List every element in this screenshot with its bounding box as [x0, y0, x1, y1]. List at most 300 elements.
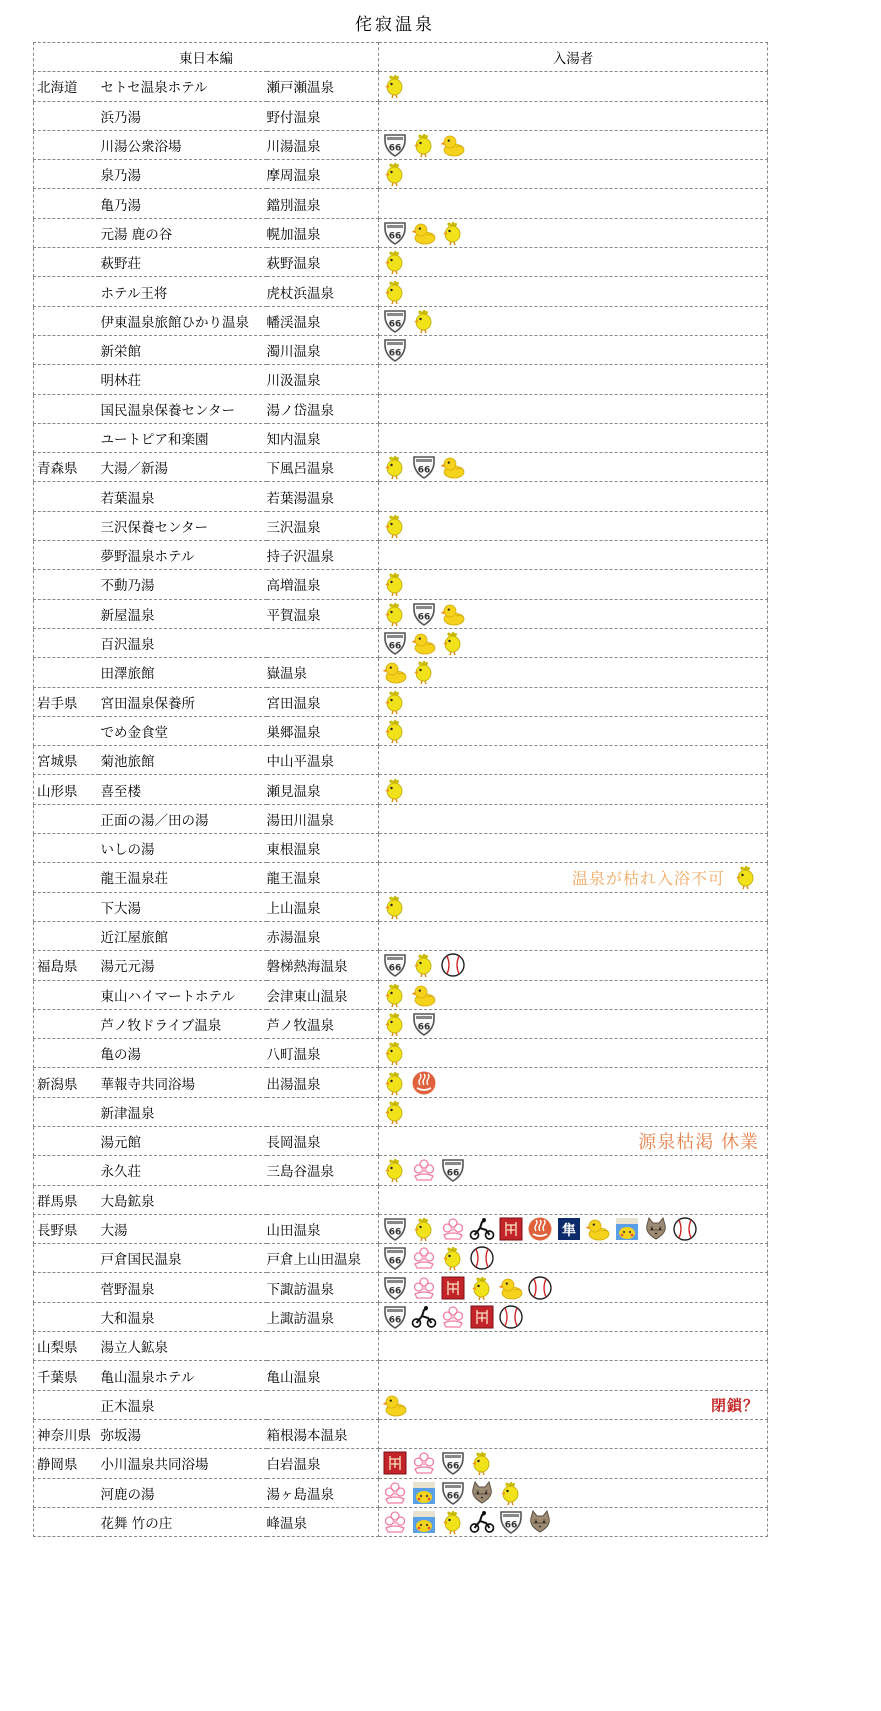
red-stamp-icon	[382, 1450, 408, 1476]
facility-name-cell: 華報寺共同浴場	[99, 1068, 267, 1097]
table-row	[34, 951, 768, 980]
table-row	[34, 335, 768, 364]
facility-name-cell: セトセ温泉ホテル	[99, 72, 267, 101]
prefecture-cell	[34, 1244, 99, 1273]
route-66-shield-icon	[382, 1216, 408, 1242]
prefecture-cell	[34, 863, 99, 892]
onsen-place-cell: 若葉湯温泉	[267, 482, 379, 511]
yellow-bird-icon	[382, 982, 408, 1008]
visitors-cell	[379, 1302, 768, 1331]
prefecture-cell	[34, 248, 99, 277]
rubber-duck-icon	[382, 1392, 408, 1418]
yellow-bird-icon	[498, 1480, 524, 1506]
pikachu-card-icon	[614, 1216, 640, 1242]
prefecture-cell	[34, 980, 99, 1009]
prefecture-cell	[34, 394, 99, 423]
yellow-bird-icon	[382, 454, 408, 480]
prefecture-cell	[34, 423, 99, 452]
svg-text:66: 66	[388, 143, 402, 154]
facility-name-cell: ホテル王将	[99, 277, 267, 306]
yellow-bird-icon	[411, 308, 437, 334]
visitors-cell	[379, 951, 768, 980]
visitors-cell	[379, 72, 768, 101]
onsen-place-cell: 幡渓温泉	[267, 306, 379, 335]
table-row	[34, 1273, 768, 1302]
table-row	[34, 1039, 768, 1068]
route-66-shield-icon	[382, 1245, 408, 1271]
svg-text:66: 66	[388, 348, 402, 359]
svg-text:66: 66	[388, 641, 402, 652]
route-66-shield-icon	[382, 132, 408, 158]
visitors-cell	[379, 335, 768, 364]
prefecture-cell	[34, 101, 99, 130]
table-row	[34, 1390, 768, 1419]
rubber-duck-icon	[585, 1216, 611, 1242]
table-row	[34, 365, 768, 394]
yellow-bird-icon	[382, 601, 408, 627]
prefecture-cell	[34, 130, 99, 159]
visitors-cell	[379, 482, 768, 511]
visitors-cell	[379, 1244, 768, 1273]
pink-flower-icon	[411, 1245, 437, 1271]
facility-name-cell: 新津温泉	[99, 1097, 267, 1126]
yellow-bird-icon	[440, 1245, 466, 1271]
prefecture-cell	[34, 1156, 99, 1185]
svg-text:66: 66	[446, 1491, 460, 1502]
table-row	[34, 541, 768, 570]
visitors-cell	[379, 130, 768, 159]
onsen-place-cell: 箱根湯本温泉	[267, 1419, 379, 1448]
onsen-place-cell: 戸倉上山田温泉	[267, 1244, 379, 1273]
route-66-shield-icon	[382, 630, 408, 656]
table-row	[34, 1449, 768, 1478]
table-row	[34, 1302, 768, 1331]
svg-text:66: 66	[417, 1022, 431, 1033]
facility-name-cell: 龍王温泉荘	[99, 863, 267, 892]
cat-icon	[527, 1509, 553, 1535]
rubber-duck-icon	[440, 601, 466, 627]
facility-name-cell: 弥坂湯	[99, 1419, 267, 1448]
yellow-bird-icon	[382, 718, 408, 744]
facility-name-cell: でめ金食堂	[99, 716, 267, 745]
table-row	[34, 570, 768, 599]
cat-icon	[643, 1216, 669, 1242]
onsen-place-cell: 八町温泉	[267, 1039, 379, 1068]
prefecture-cell: 福島県	[34, 951, 99, 980]
table-row	[34, 892, 768, 921]
table-row	[34, 1244, 768, 1273]
table-row	[34, 687, 768, 716]
facility-name-cell: 伊東温泉旅館ひかり温泉	[99, 306, 267, 335]
onsen-place-cell: 濁川温泉	[267, 335, 379, 364]
onsen-place-cell: 下諏訪温泉	[267, 1273, 379, 1302]
onsen-place-cell: 下風呂温泉	[267, 453, 379, 482]
svg-text:66: 66	[388, 1286, 402, 1297]
baseball-icon	[498, 1304, 524, 1330]
route-66-shield-icon	[382, 337, 408, 363]
baseball-icon	[469, 1245, 495, 1271]
route-66-shield-icon	[382, 220, 408, 246]
table-row	[34, 628, 768, 657]
facility-name-cell: 若葉温泉	[99, 482, 267, 511]
facility-name-cell: 湯元元湯	[99, 951, 267, 980]
table-row	[34, 277, 768, 306]
prefecture-cell: 山形県	[34, 775, 99, 804]
table-row	[34, 1068, 768, 1097]
visitors-cell	[379, 1273, 768, 1302]
facility-name-cell: 大島鉱泉	[99, 1185, 267, 1214]
rubber-duck-icon	[411, 982, 437, 1008]
yellow-bird-icon	[382, 249, 408, 275]
table-header-row	[34, 43, 768, 72]
rubber-duck-icon	[440, 132, 466, 158]
svg-text:隼: 隼	[562, 1223, 577, 1240]
yellow-bird-icon	[382, 894, 408, 920]
visitors-cell	[379, 834, 768, 863]
route-66-shield-icon	[382, 1304, 408, 1330]
onsen-place-cell: 瀬戸瀬温泉	[267, 72, 379, 101]
facility-name-cell: 亀山温泉ホテル	[99, 1361, 267, 1390]
route-66-shield-icon	[411, 1011, 437, 1037]
facility-name-cell: 国民温泉保養センター	[99, 394, 267, 423]
route-66-shield-icon	[411, 601, 437, 627]
facility-name-cell: 下大湯	[99, 892, 267, 921]
prefecture-cell: 宮城県	[34, 746, 99, 775]
table-row	[34, 72, 768, 101]
facility-name-cell: いしの湯	[99, 834, 267, 863]
visitors-cell	[379, 1156, 768, 1185]
prefecture-cell: 岩手県	[34, 687, 99, 716]
visitors-cell	[379, 541, 768, 570]
visitors-cell	[379, 1478, 768, 1507]
onsen-place-cell	[267, 1185, 379, 1214]
facility-name-cell: 明林荘	[99, 365, 267, 394]
onsen-place-cell: 幌加温泉	[267, 218, 379, 247]
route-66-shield-icon	[411, 454, 437, 480]
onsen-place-cell: 宮田温泉	[267, 687, 379, 716]
facility-name-cell: 永久荘	[99, 1156, 267, 1185]
yellow-bird-icon	[382, 1157, 408, 1183]
yellow-bird-icon	[382, 513, 408, 539]
svg-text:66: 66	[388, 1256, 402, 1267]
page-title: 侘寂温泉	[355, 15, 435, 35]
table-row	[34, 1185, 768, 1214]
prefecture-cell	[34, 1478, 99, 1507]
visitors-cell	[379, 248, 768, 277]
status-note	[572, 864, 759, 890]
facility-name-cell: 菅野温泉	[99, 1273, 267, 1302]
onsen-place-cell: 上山温泉	[267, 892, 379, 921]
onsen-mark-icon	[411, 1070, 437, 1096]
svg-text:66: 66	[504, 1520, 518, 1531]
onsen-place-cell	[267, 1097, 379, 1126]
prefecture-cell	[34, 804, 99, 833]
route-66-shield-icon	[498, 1509, 524, 1535]
yellow-bird-icon	[382, 1099, 408, 1125]
facility-name-cell: 新屋温泉	[99, 599, 267, 628]
prefecture-cell	[34, 1302, 99, 1331]
hayabusa-badge-icon	[556, 1216, 582, 1242]
baseball-icon	[527, 1275, 553, 1301]
prefecture-cell	[34, 365, 99, 394]
visitors-cell	[379, 1390, 768, 1419]
visitors-cell	[379, 921, 768, 950]
svg-text:66: 66	[388, 1227, 402, 1238]
visitors-cell	[379, 980, 768, 1009]
visitors-cell	[379, 101, 768, 130]
facility-name-cell: 元湯 鹿の谷	[99, 218, 267, 247]
onsen-place-cell	[267, 1390, 379, 1419]
onsen-place-cell: 龍王温泉	[267, 863, 379, 892]
table-row	[34, 775, 768, 804]
red-stamp-icon	[469, 1304, 495, 1330]
visitors-cell	[379, 218, 768, 247]
visitors-cell	[379, 1009, 768, 1038]
facility-name-cell: 花舞 竹の庄	[99, 1507, 267, 1536]
rubber-duck-icon	[498, 1275, 524, 1301]
yellow-bird-icon	[440, 1509, 466, 1535]
table-row	[34, 658, 768, 687]
visitors-cell	[379, 1419, 768, 1448]
prefecture-cell	[34, 892, 99, 921]
yellow-bird-icon	[382, 1070, 408, 1096]
visitors-cell	[379, 804, 768, 833]
visitors-cell	[379, 1332, 768, 1361]
cat-icon	[469, 1480, 495, 1506]
facility-name-cell: 田澤旅館	[99, 658, 267, 687]
yellow-bird-icon	[382, 571, 408, 597]
visitors-cell	[379, 716, 768, 745]
prefecture-cell	[34, 1126, 99, 1155]
yellow-bird-icon	[382, 777, 408, 803]
table-row	[34, 1214, 768, 1243]
motorcycle-rider-icon	[469, 1216, 495, 1242]
prefecture-cell	[34, 511, 99, 540]
visitors-cell	[379, 746, 768, 775]
onsen-place-cell: 赤湯温泉	[267, 921, 379, 950]
yellow-bird-icon	[733, 864, 759, 890]
yellow-bird-icon	[382, 161, 408, 187]
visitors-cell	[379, 1185, 768, 1214]
prefecture-cell	[34, 570, 99, 599]
onsen-place-cell	[267, 628, 379, 657]
table-row	[34, 423, 768, 452]
prefecture-cell	[34, 335, 99, 364]
visitors-cell	[379, 189, 768, 218]
facility-name-cell: 不動乃湯	[99, 570, 267, 599]
rubber-duck-icon	[411, 630, 437, 656]
visitors-cell	[379, 599, 768, 628]
visitors-cell	[379, 687, 768, 716]
route-66-shield-icon	[440, 1450, 466, 1476]
table-row	[34, 482, 768, 511]
pikachu-card-icon	[411, 1509, 437, 1535]
table-row	[34, 921, 768, 950]
facility-name-cell: 正面の湯／田の湯	[99, 804, 267, 833]
visitors-cell	[379, 277, 768, 306]
prefecture-cell	[34, 482, 99, 511]
status-note	[711, 1394, 759, 1415]
yellow-bird-icon	[382, 279, 408, 305]
table-row	[34, 453, 768, 482]
onsen-place-cell: 鐺別温泉	[267, 189, 379, 218]
facility-name-cell: 亀乃湯	[99, 189, 267, 218]
pikachu-card-icon	[411, 1480, 437, 1506]
table-row	[34, 863, 768, 892]
onsen-place-cell: 三島谷温泉	[267, 1156, 379, 1185]
status-note-text: 温泉が枯れ入浴不可	[572, 868, 726, 888]
yellow-bird-icon	[440, 220, 466, 246]
onsen-place-cell: 川湯温泉	[267, 130, 379, 159]
facility-name-cell: 近江屋旅館	[99, 921, 267, 950]
table-row	[34, 1097, 768, 1126]
facility-name-cell: 浜乃湯	[99, 101, 267, 130]
yellow-bird-icon	[382, 1040, 408, 1066]
prefecture-cell	[34, 1097, 99, 1126]
prefecture-cell	[34, 1507, 99, 1536]
table-row	[34, 248, 768, 277]
route-66-shield-icon	[382, 1275, 408, 1301]
table-row	[34, 394, 768, 423]
onsen-place-cell: 虎杖浜温泉	[267, 277, 379, 306]
onsen-place-cell: 持子沢温泉	[267, 541, 379, 570]
status-note-text: 源泉枯渇 休業	[638, 1132, 760, 1154]
status-note	[638, 1128, 759, 1154]
facility-name-cell: 菊池旅館	[99, 746, 267, 775]
yellow-bird-icon	[382, 689, 408, 715]
prefecture-cell	[34, 1273, 99, 1302]
table-row	[34, 306, 768, 335]
facility-name-cell: 戸倉国民温泉	[99, 1244, 267, 1273]
onsen-place-cell: 巣郷温泉	[267, 716, 379, 745]
facility-name-cell: 湯元館	[99, 1126, 267, 1155]
motorcycle-rider-icon	[469, 1509, 495, 1535]
onsen-place-cell: 萩野温泉	[267, 248, 379, 277]
table-row	[34, 189, 768, 218]
rubber-duck-icon	[382, 659, 408, 685]
onsen-place-cell: 出湯温泉	[267, 1068, 379, 1097]
baseball-icon	[672, 1216, 698, 1242]
prefecture-cell	[34, 1009, 99, 1038]
visitors-cell	[379, 1039, 768, 1068]
red-stamp-icon	[498, 1216, 524, 1242]
prefecture-cell: 山梨県	[34, 1332, 99, 1361]
facility-name-cell: 夢野温泉ホテル	[99, 541, 267, 570]
prefecture-cell	[34, 921, 99, 950]
table-row	[34, 834, 768, 863]
facility-name-cell: 芦ノ牧ドライブ温泉	[99, 1009, 267, 1038]
facility-name-cell: 新栄館	[99, 335, 267, 364]
table-row	[34, 511, 768, 540]
svg-text:66: 66	[388, 963, 402, 974]
visitors-cell	[379, 511, 768, 540]
onsen-place-cell: 知内温泉	[267, 423, 379, 452]
svg-text:66: 66	[388, 1315, 402, 1326]
facility-name-cell: 正木温泉	[99, 1390, 267, 1419]
onsen-place-cell: 長岡温泉	[267, 1126, 379, 1155]
onsen-place-cell	[267, 1332, 379, 1361]
prefecture-cell: 北海道	[34, 72, 99, 101]
onsen-place-cell: 嶽温泉	[267, 658, 379, 687]
facility-name-cell: 喜至楼	[99, 775, 267, 804]
visitors-cell	[379, 775, 768, 804]
svg-text:66: 66	[446, 1168, 460, 1179]
prefecture-cell	[34, 716, 99, 745]
yellow-bird-icon	[411, 952, 437, 978]
visitors-cell	[379, 1507, 768, 1536]
pink-flower-icon	[440, 1304, 466, 1330]
onsen-place-cell: 山田温泉	[267, 1214, 379, 1243]
facility-name-cell: 亀の湯	[99, 1039, 267, 1068]
onsen-mark-icon	[527, 1216, 553, 1242]
onsen-place-cell: 東根温泉	[267, 834, 379, 863]
facility-name-cell: 東山ハイマートホテル	[99, 980, 267, 1009]
yellow-bird-icon	[411, 132, 437, 158]
table-row	[34, 1361, 768, 1390]
prefecture-cell	[34, 160, 99, 189]
rubber-duck-icon	[440, 454, 466, 480]
visitors-cell	[379, 423, 768, 452]
onsen-place-cell: 川汲温泉	[267, 365, 379, 394]
facility-name-cell: 三沢保養センター	[99, 511, 267, 540]
visitors-cell	[379, 453, 768, 482]
visitors-cell	[379, 658, 768, 687]
prefecture-cell	[34, 541, 99, 570]
prefecture-cell: 群馬県	[34, 1185, 99, 1214]
section-header: 東日本編	[34, 43, 379, 72]
onsen-place-cell: 白岩温泉	[267, 1449, 379, 1478]
facility-name-cell: 宮田温泉保養所	[99, 687, 267, 716]
facility-name-cell: 泉乃湯	[99, 160, 267, 189]
svg-text:66: 66	[388, 319, 402, 330]
red-stamp-icon	[440, 1275, 466, 1301]
yellow-bird-icon	[440, 630, 466, 656]
yellow-bird-icon	[382, 73, 408, 99]
prefecture-cell: 千葉県	[34, 1361, 99, 1390]
status-note-text: 閉鎖？	[711, 1396, 760, 1415]
route-66-shield-icon	[440, 1157, 466, 1183]
onsen-table	[33, 42, 768, 1537]
pink-flower-icon	[382, 1480, 408, 1506]
onsen-place-cell: 野付温泉	[267, 101, 379, 130]
onsen-place-cell: 三沢温泉	[267, 511, 379, 540]
facility-name-cell: 萩野荘	[99, 248, 267, 277]
baseball-icon	[440, 952, 466, 978]
prefecture-cell: 新潟県	[34, 1068, 99, 1097]
visitors-cell	[379, 1068, 768, 1097]
table-row	[34, 1332, 768, 1361]
visitors-cell	[379, 1214, 768, 1243]
visitors-cell	[379, 1097, 768, 1126]
prefecture-cell	[34, 218, 99, 247]
visitors-cell	[379, 1126, 768, 1155]
visitors-cell	[379, 892, 768, 921]
onsen-place-cell: 高増温泉	[267, 570, 379, 599]
pink-flower-icon	[440, 1216, 466, 1242]
prefecture-cell	[34, 277, 99, 306]
onsen-place-cell: 中山平温泉	[267, 746, 379, 775]
table-row	[34, 101, 768, 130]
table-row	[34, 218, 768, 247]
yellow-bird-icon	[411, 1216, 437, 1242]
svg-text:66: 66	[417, 465, 431, 476]
onsen-place-cell: 瀬見温泉	[267, 775, 379, 804]
prefecture-cell: 神奈川県	[34, 1419, 99, 1448]
prefecture-cell	[34, 306, 99, 335]
table-row	[34, 980, 768, 1009]
facility-name-cell: 河鹿の湯	[99, 1478, 267, 1507]
facility-name-cell: ユートピア和楽園	[99, 423, 267, 452]
